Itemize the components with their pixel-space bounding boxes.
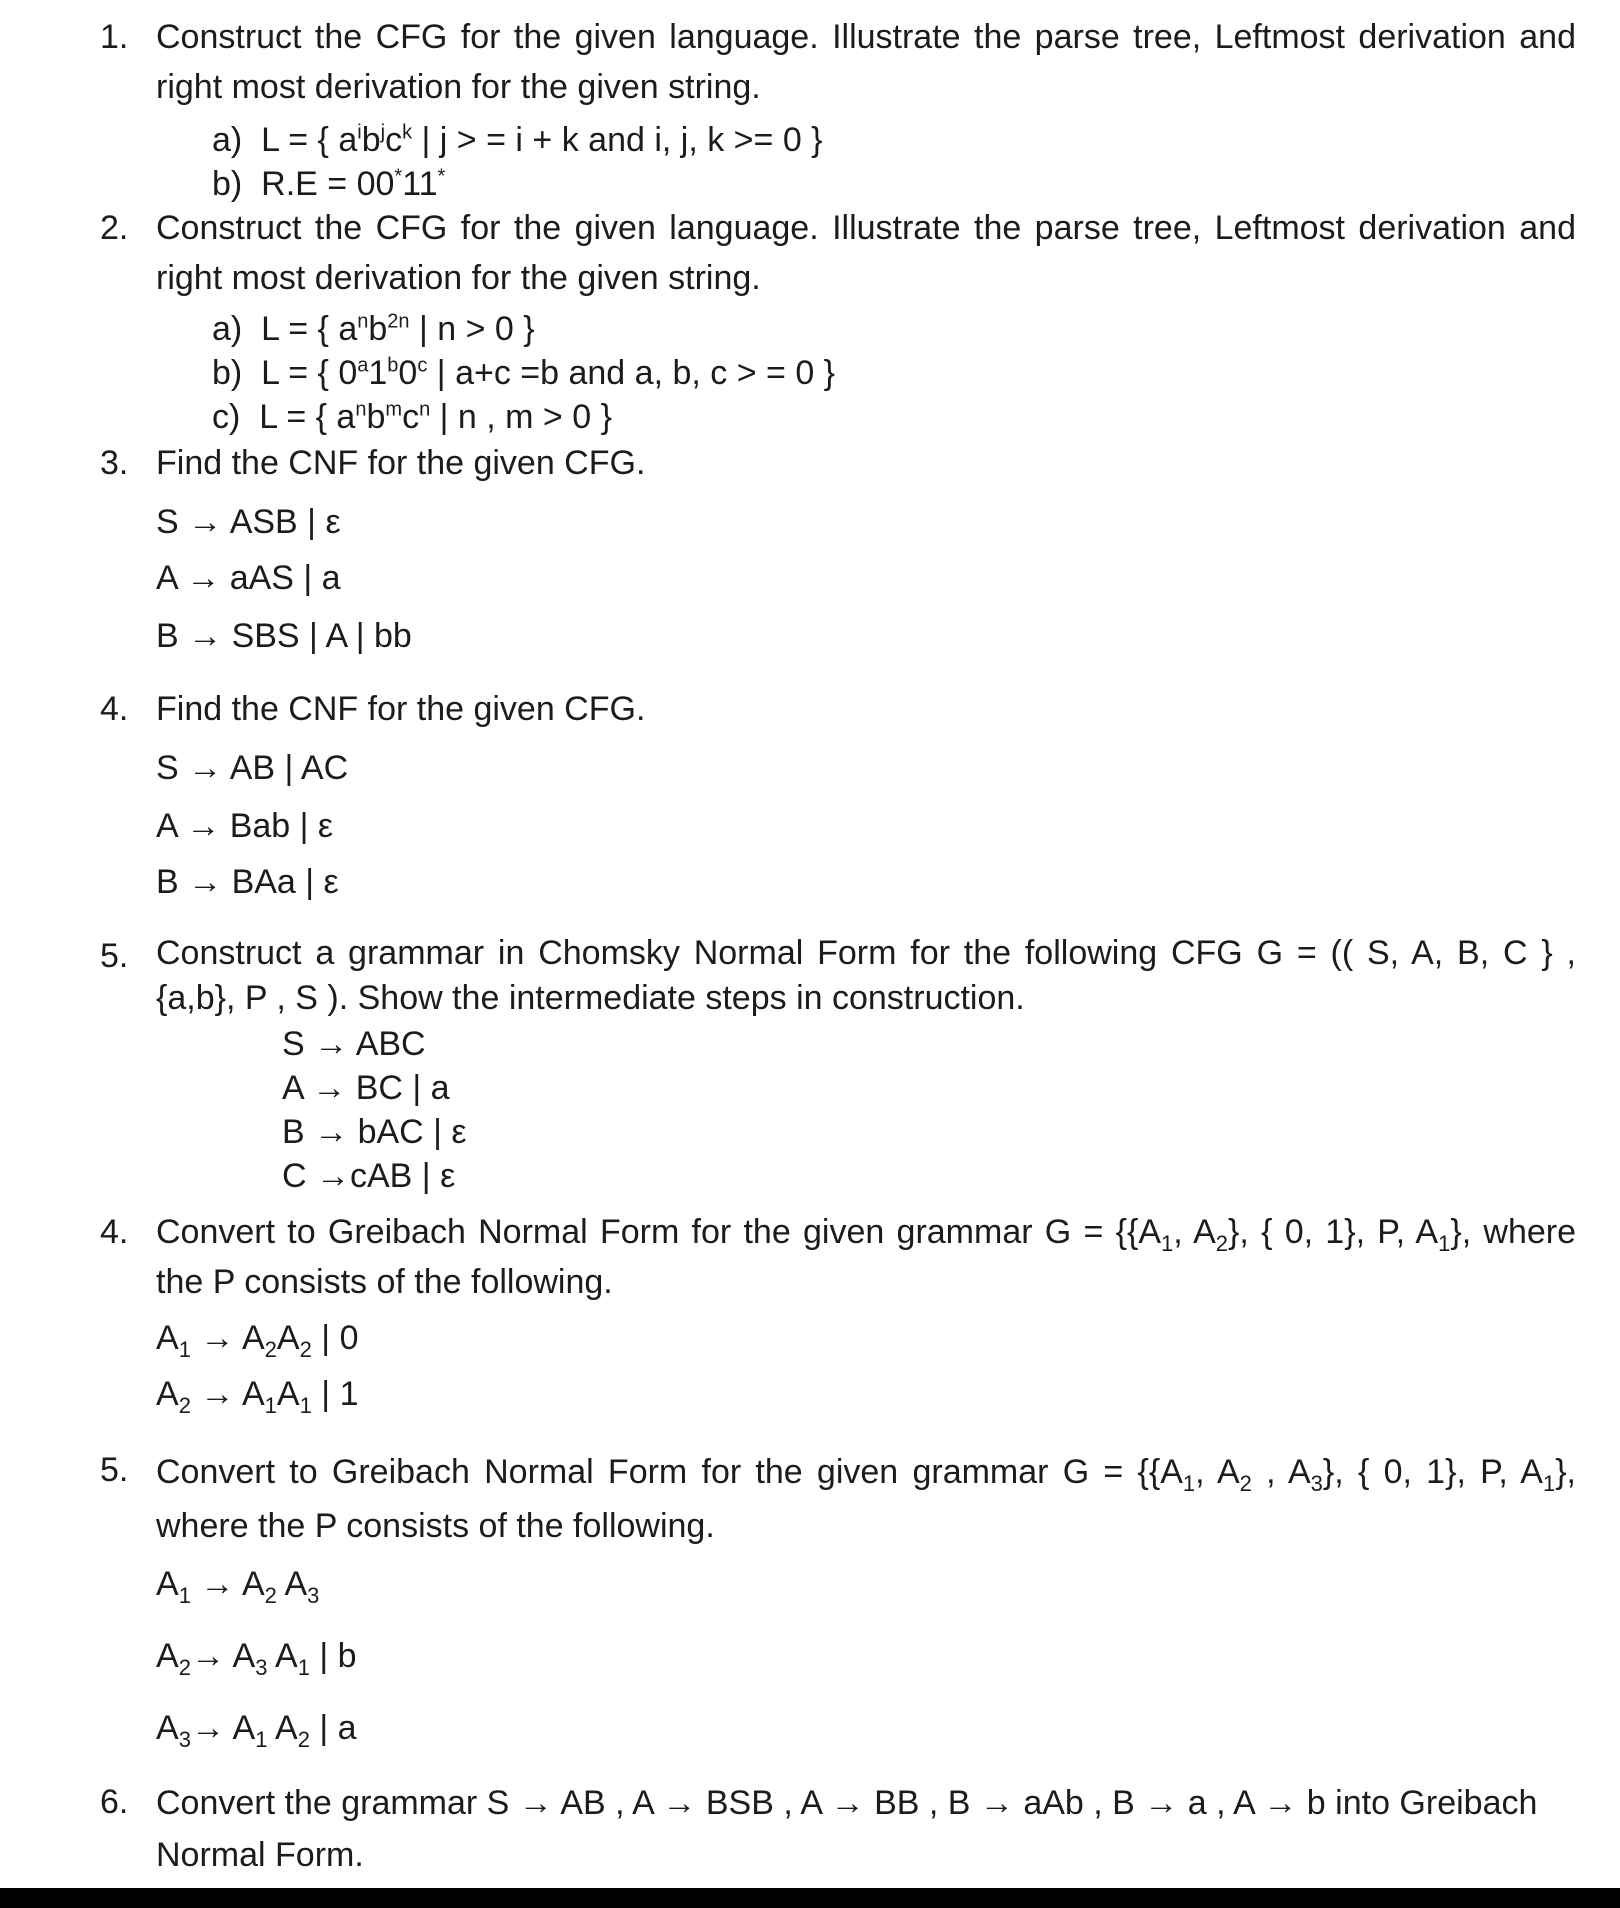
question-text: Construct the CFG for the given language. Illustrate the parse tree, Leftmost derivation and right most derivation for the given string. <box>156 209 1576 297</box>
question-number: 5. <box>100 1451 129 1489</box>
question-number: 5. <box>100 937 129 975</box>
production-line: A → BC | a <box>282 1069 450 1107</box>
production-line: C →cAB | ε <box>282 1157 456 1195</box>
question-2-item-b: b) L = { 0$^a$1$^b$0$^c$ | a+c =b and a, b, c > = 0 } <box>212 354 836 392</box>
question-1-item-a: a) L = { $a^ib^jc^k$ | j > = i + k and i, j, k >= 0 } <box>212 121 823 159</box>
question-text: Convert the grammar S → AB , A → BSB , A → BB , B → aAb , B → a , A → b into Greibach Normal Form. <box>156 1784 1538 1874</box>
bottom-border-bar <box>0 1888 1620 1908</box>
production-line: S → ABC <box>282 1025 426 1063</box>
production-line: $A_3\to A_1$ $A_2$ | a <box>156 1709 357 1752</box>
production-line: B → SBS | A | bb <box>156 617 412 655</box>
production-line: $A_2 \to A_1A_1$ | 1 <box>156 1375 359 1418</box>
question-text: Construct a grammar in Chomsky Normal Form for the following CFG G = (( S, A, B, C } , {a,b}, P , S ). Show the intermediate steps in construction. <box>156 934 1576 1017</box>
question-number: 3. <box>100 444 129 482</box>
question-1-item-b: b) R.E = 00*11* <box>212 165 446 203</box>
production-line: A → Bab | ε <box>156 807 334 845</box>
production-line: $A_2\to A_3$ $A_1$ | b <box>156 1637 357 1680</box>
production-line: S → AB | AC <box>156 749 349 787</box>
question-text: Find the CNF for the given CFG. <box>156 690 646 728</box>
production-line: $A_1 \to A_2A_2$ | 0 <box>156 1319 359 1362</box>
production-line: A → aAS | a <box>156 559 341 597</box>
question-text: Convert to Greibach Normal Form for the given grammar $G = \{\{A_1$, $A_2$ , $A_3$}, { 0, 1}, P, $A_1$}, where the P consists of the following. <box>156 1453 1576 1545</box>
question-number: 4. <box>100 690 129 728</box>
question-number: 1. <box>100 18 129 56</box>
question-number: 6. <box>100 1783 129 1821</box>
production-line: B → bAC | ε <box>282 1113 467 1151</box>
question-2-item-c: c) L = { $a^nb^mc^n$ | n , m > 0 } <box>212 398 612 436</box>
question-number: 4. <box>100 1213 129 1251</box>
question-text: Construct the CFG for the given language. Illustrate the parse tree, Leftmost derivation and right most derivation for the given string. <box>156 18 1576 106</box>
production-line: B → BAa | ε <box>156 863 339 901</box>
question-text: Find the CNF for the given CFG. <box>156 444 646 482</box>
question-2-item-a: a) L = { $a^nb^{2n}$ | n > 0 } <box>212 310 535 348</box>
production-line: S → ASB | ε <box>156 503 341 541</box>
production-line: $A_1 \to A_2$ $A_3$ <box>156 1565 320 1608</box>
question-number: 2. <box>100 209 129 247</box>
question-text: Convert to Greibach Normal Form for the given grammar $G = \{\{A_1$, $A_2$}, { 0, 1}, P, $A_1$}, where the P consists of the following. <box>156 1213 1577 1301</box>
